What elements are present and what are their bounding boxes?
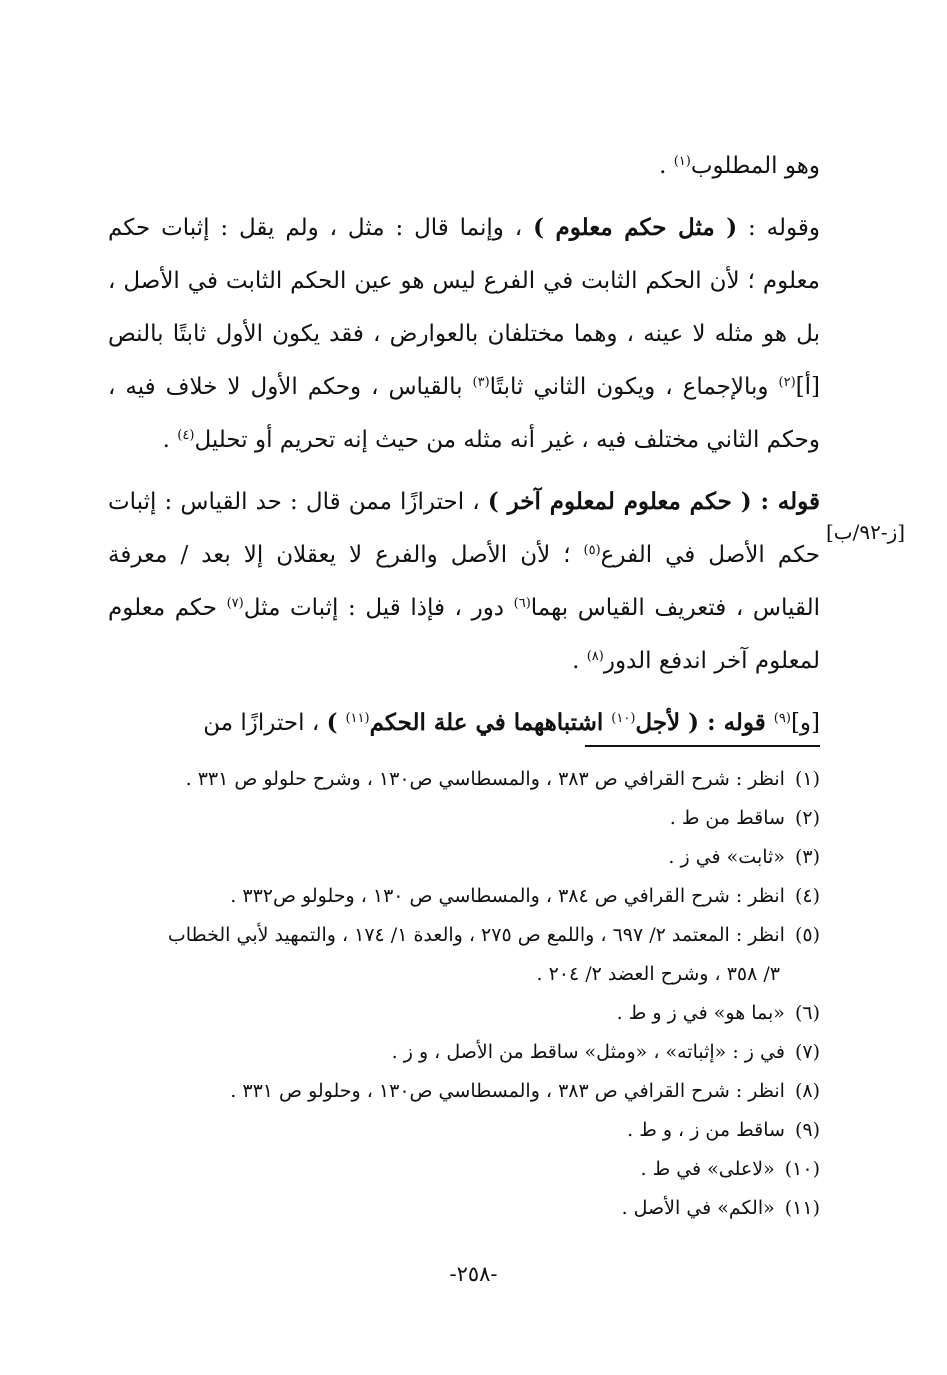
footnote-number: (٢) (794, 807, 820, 829)
footnote (108, 838, 820, 877)
footnote-text: انظر : المعتمد ٢/ ٦٩٧ ، واللمع ص ٢٧٥ ، والعدة ١/ ١٧٤ ، والتمهيد لأبي الخطاب (167, 924, 785, 946)
footnote-text: انظر : شرح القرافي ص ٣٨٣ ، والمسطاسي ص١٣٠ ، وحلولو ص ٣٣١ . (230, 1080, 785, 1102)
quoted-term: اشتباههما في علة الحكم (369, 709, 612, 736)
footnote-ref: (٧) (226, 596, 244, 611)
text-run: وهو المطلوب (690, 153, 820, 179)
footnote-ref: (٨) (586, 649, 604, 664)
footnote (108, 877, 820, 916)
footnote-number: (٤) (794, 885, 820, 907)
footnote (108, 1072, 820, 1111)
footnote (108, 994, 820, 1033)
footnote (108, 760, 820, 799)
quoted-term: ) (326, 709, 346, 736)
footnote-text: انظر : شرح القرافي ص ٣٨٤ ، والمسطاسي ص ١٣٠ ، وحلولو ص٣٣٢ . (230, 885, 785, 907)
manuscript-marginal-note: [ز-٩٢/ب] (826, 520, 906, 544)
paragraph-1 (108, 140, 820, 193)
footnote-text: في ز : «إثباته» ، «ومثل» ساقط من الأصل ، و ز . (391, 1041, 785, 1063)
footnote-number: (٥) (794, 924, 820, 946)
footnote-number: (٣) (794, 846, 820, 868)
paragraph-3 (108, 475, 820, 688)
footnote-text: ساقط من ط . (669, 807, 785, 829)
text-run: ، احترازًا من (203, 710, 327, 736)
footnote-ref: (١١) (345, 711, 370, 726)
footnote-number: (٨) (794, 1080, 820, 1102)
footnote-ref: (٩) (773, 711, 791, 726)
footnote-text: «لاعلى» في ط . (640, 1158, 775, 1180)
quoted-term: قوله : ( لأجل (635, 709, 774, 736)
footnote (108, 916, 820, 994)
footnote (108, 1111, 820, 1150)
text-run: ؛ لأن الأصل والفرع لا يعقلان إلا بعد / معرفة القياس ، فتعريف القياس بهما (108, 542, 820, 621)
footnote-number: (١٠) (784, 1158, 820, 1180)
footnotes (108, 760, 820, 1228)
footnote-number: (١١) (784, 1197, 820, 1219)
text-run: وبالإجماع ، ويكون الثاني ثابتًا (489, 374, 779, 400)
footnote-ref: (٦) (513, 596, 531, 611)
text-run: ، وإنما قال : مثل ، ولم يقل : إثبات حكم معلوم ؛ لأن الحكم الثابت في الفرع ليس هو عين الحكم الثابت في الأصل ، بل هو مثله لا عينه ، وهما مختلفان بالعوارض ، فقد يكون الأول ثابتًا بالنص [أ] (108, 215, 820, 400)
text-run: [و] (790, 710, 820, 736)
footnote-text: ساقط من ز ، و ط . (627, 1119, 785, 1141)
footnote-ref: (١) (673, 154, 691, 169)
text-run: وقوله : (737, 215, 820, 241)
text-run: حكم معلوم لمعلوم آخر اندفع الدور (108, 595, 820, 674)
footnote (108, 1033, 820, 1072)
footnote (108, 799, 820, 838)
footnote-separator (585, 745, 820, 747)
footnote-text: «بما هو» في ز و ط . (616, 1002, 785, 1024)
footnote-ref: (٥) (583, 543, 601, 558)
footnote-ref: (٣) (472, 375, 490, 390)
footnote-number: (٧) (794, 1041, 820, 1063)
text-run: بالقياس ، وحكم الأول لا خلاف فيه ، وحكم الثاني مختلف فيه ، غير أنه مثله من حيث إنه تحريم أو تحليل (108, 374, 820, 453)
paragraph-2 (108, 201, 820, 467)
footnote-number: (٩) (794, 1119, 820, 1141)
footnote-ref: (١٠) (611, 711, 636, 726)
footnote-ref: (٢) (778, 375, 796, 390)
footnote-text: انظر : شرح القرافي ص ٣٨٣ ، والمسطاسي ص١٣٠ ، وشرح حلولو ص ٣٣١ . (185, 768, 785, 790)
footnote-text-continued: ٣/ ٣٥٨ ، وشرح العضد ٢/ ٢٠٤ . (536, 963, 780, 985)
footnote-text: «الكم» في الأصل . (621, 1197, 775, 1219)
footnote-text: «ثابت» في ز . (668, 846, 785, 868)
text-run: دور ، فإذا قيل : إثبات مثل (243, 595, 514, 621)
text-run: . (572, 648, 587, 674)
text-run: . (659, 153, 674, 179)
quoted-term: ( مثل حكم معلوم ) (533, 214, 738, 241)
footnote (108, 1150, 820, 1189)
footnote-ref: (٤) (177, 428, 195, 443)
text-run: . (162, 427, 178, 453)
text-run: ، احترازًا ممن قال : حد القياس : إثبات حكم الأصل في الفرع (108, 489, 820, 568)
footnote (108, 1189, 820, 1228)
page-number: -٢٥٨- (449, 1262, 498, 1286)
footnote-number: (٦) (794, 1002, 820, 1024)
paragraph-4 (108, 696, 820, 750)
footnote-number: (١) (794, 768, 820, 790)
quoted-term: قوله : ( حكم معلوم لمعلوم آخر ) (487, 488, 820, 515)
main-text (108, 140, 820, 758)
